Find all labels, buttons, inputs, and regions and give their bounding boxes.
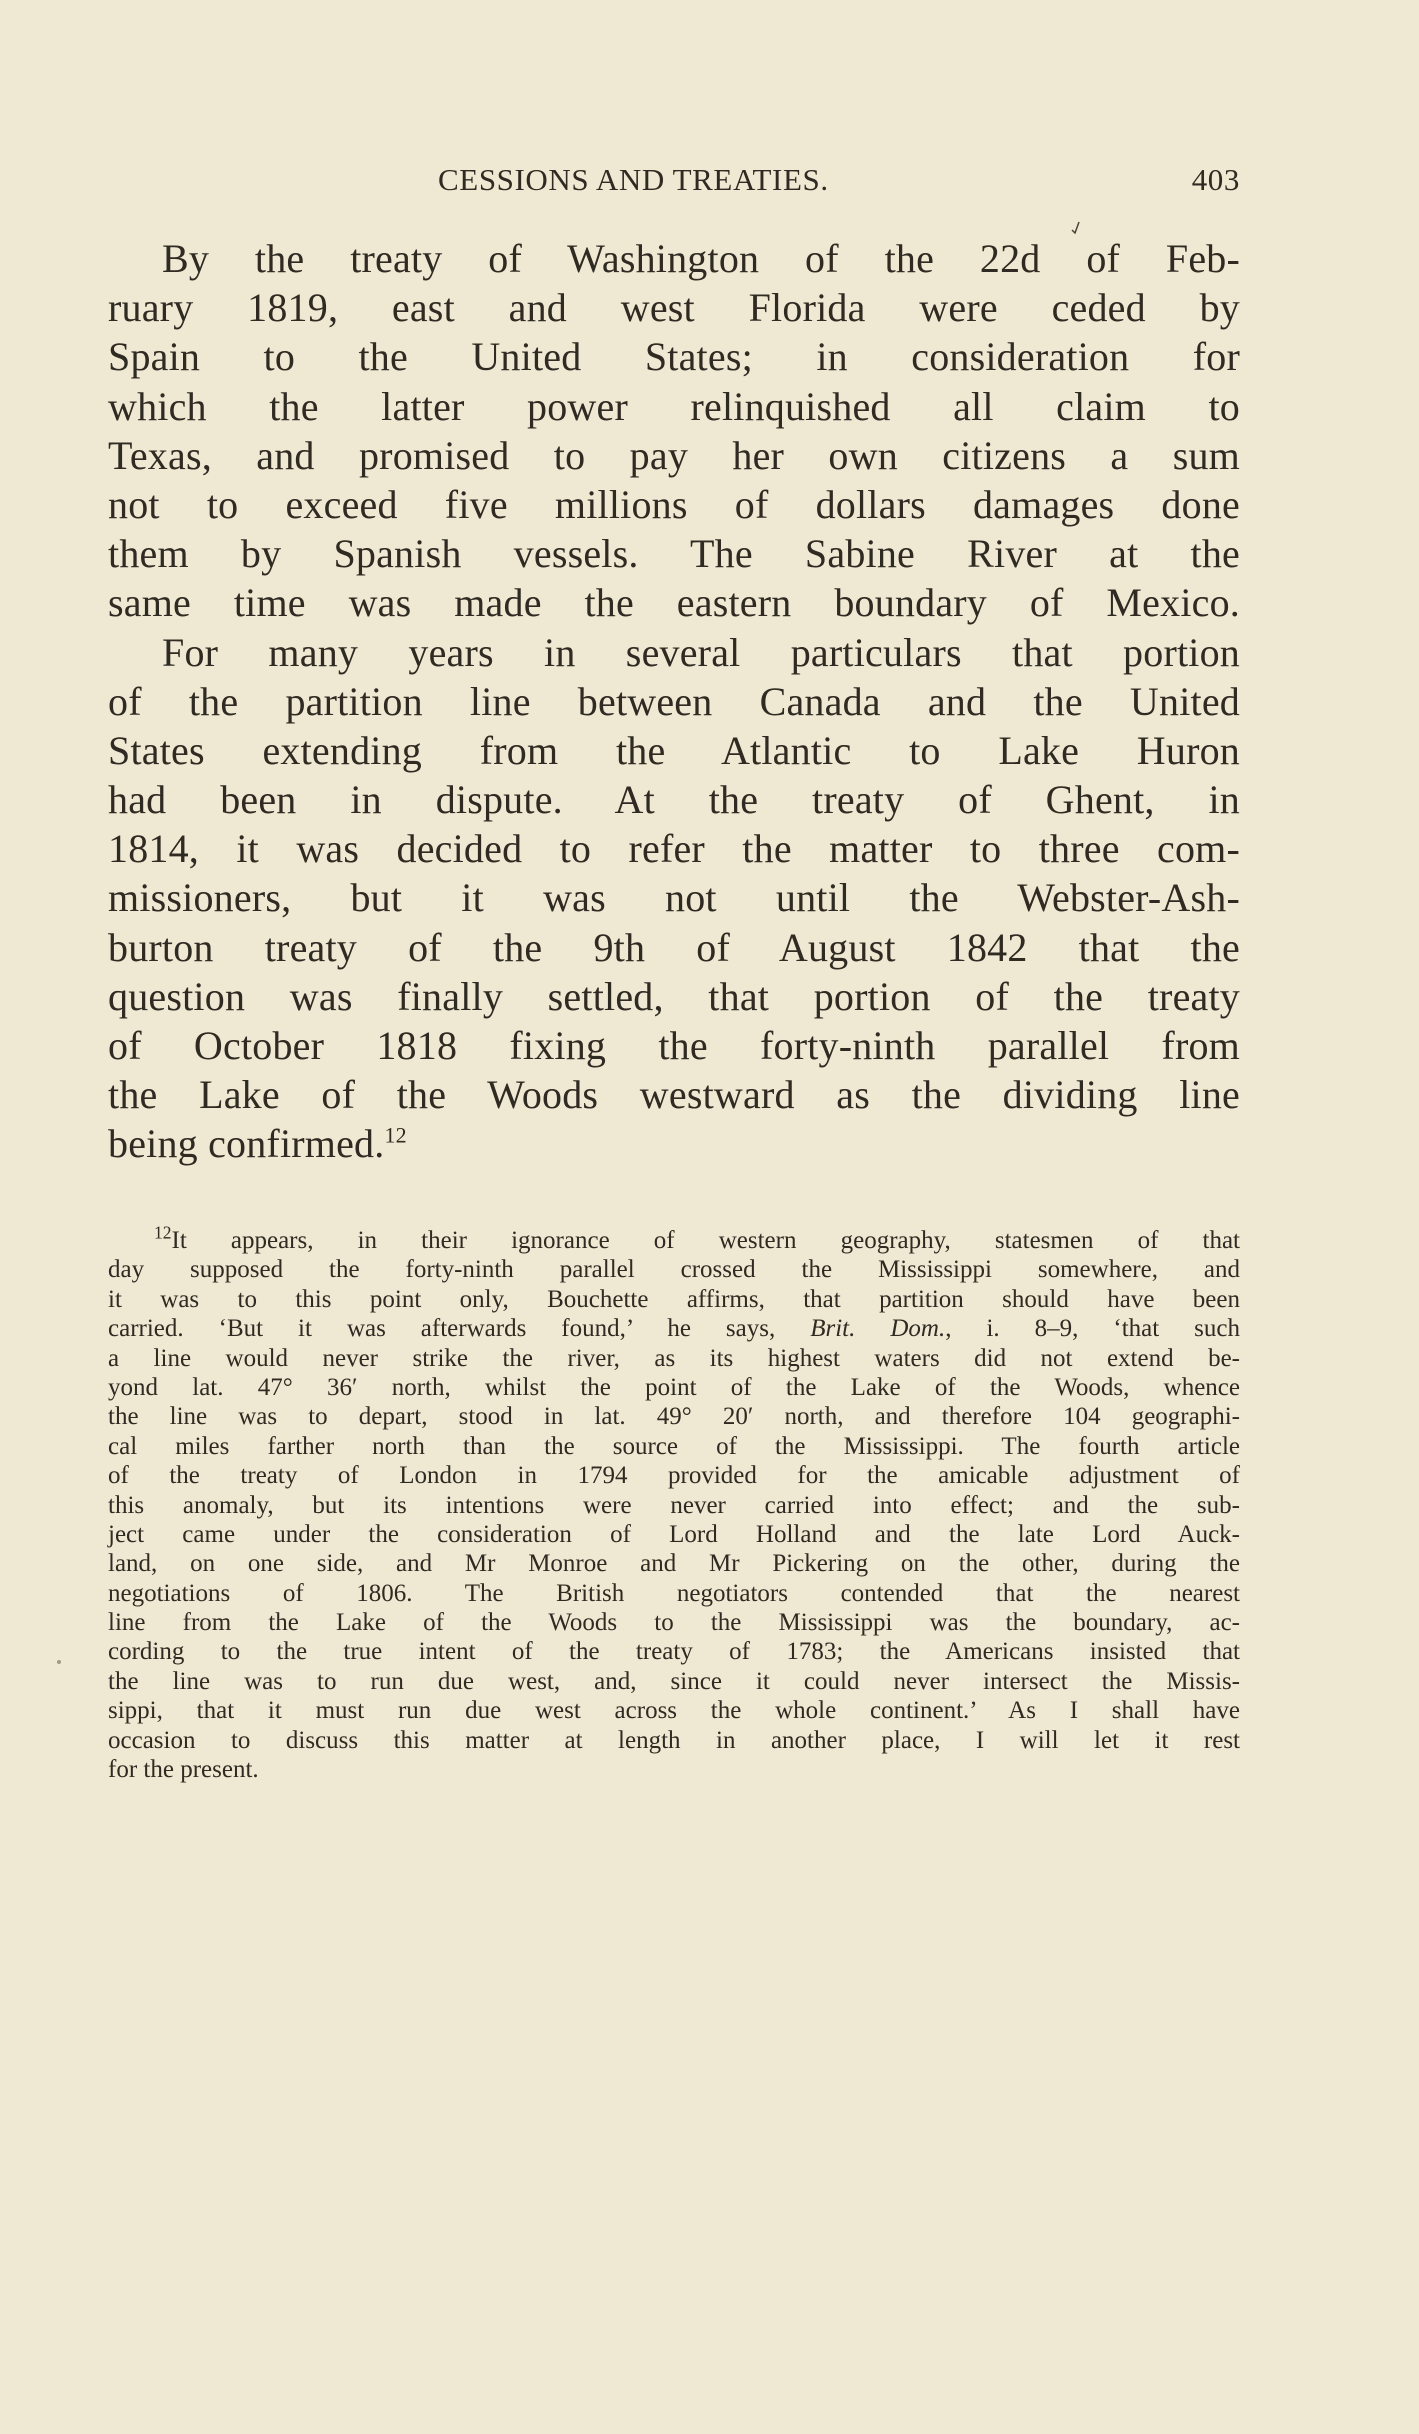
footnote-line: this anomaly, but its intentions were never carried into effect; and the sub- <box>108 1491 1240 1519</box>
footnote-line: a line would never strike the river, as its highest waters did not extend be- <box>108 1344 1240 1372</box>
text-line-content: being confirmed. <box>108 1121 385 1167</box>
footnote-text: carried. ‘But it was afterwards found,’ he says, <box>108 1315 811 1343</box>
text-line: missioners, but it was not until the Webster-Ash- <box>108 875 1240 921</box>
footnote-line: land, on one side, and Mr Monroe and Mr Pickering on the other, during the <box>108 1550 1240 1578</box>
footnote-line <box>108 1314 1240 1343</box>
footnote-marker: 12 <box>154 1222 172 1243</box>
page-number: 403 <box>1191 162 1240 197</box>
footnote-line: yond lat. 47° 36′ north, whilst the point of the Lake of the Woods, whence <box>108 1373 1240 1401</box>
text-line: had been in dispute. At the treaty of Ghent, in <box>108 777 1240 823</box>
text-line: Spain to the United States; in consideration for <box>108 334 1240 380</box>
text-line: of the partition line between Canada and the United <box>108 678 1240 724</box>
running-head <box>108 162 1240 202</box>
text-line: which the latter power relinquished all claim to <box>108 383 1240 429</box>
running-title: CESSIONS AND TREATIES. <box>438 162 829 197</box>
text-line: States extending from the Atlantic to Lake Huron <box>108 727 1240 773</box>
footnote-line: sippi, that it must run due west across the whole continent.’ As I shall have <box>108 1697 1240 1725</box>
footnote-line: for the present. <box>108 1756 259 1784</box>
text-line: ruary 1819, east and west Florida were ceded by <box>108 285 1240 331</box>
text-line: By the treaty of Washington of the 22d of Feb- <box>162 236 1240 281</box>
text-line <box>108 1119 1240 1168</box>
footnote-line <box>108 1222 1240 1255</box>
footnote-line: ject came under the consideration of Lord Holland and the late Lord Auck- <box>108 1520 1240 1548</box>
text-line: the Lake of the Woods westward as the dividing line <box>108 1072 1240 1118</box>
footnote-line: occasion to discuss this matter at length in another place, I will let it rest <box>108 1726 1240 1754</box>
footnote-line: line from the Lake of the Woods to the Mississippi was the boundary, ac- <box>108 1609 1240 1637</box>
footnote-line: negotiations of 1806. The British negotiators contended that the nearest <box>108 1579 1240 1607</box>
text-line: 1814, it was decided to refer the matter to three com- <box>108 826 1240 872</box>
stray-mark-icon <box>1070 220 1080 234</box>
paragraph-1 <box>108 234 1240 628</box>
footnote-line: of the treaty of London in 1794 provided for the amicable adjustment of <box>108 1462 1240 1490</box>
footnote <box>108 1222 1241 1784</box>
text-line: same time was made the eastern boundary of Mexico. <box>108 580 1240 626</box>
text-line: them by Spanish vessels. The Sabine River at the <box>108 531 1240 577</box>
text-line: not to exceed five millions of dollars damages done <box>108 481 1240 527</box>
footnote-line: cording to the true intent of the treaty of 1783; the Americans insisted that <box>108 1638 1240 1666</box>
footnote-reference: 12 <box>384 1123 407 1149</box>
main-text <box>108 234 1240 1169</box>
text-line: For many years in several particulars that portion <box>162 629 1240 675</box>
paragraph-2 <box>108 628 1240 1169</box>
citation-rest: , i. 8–9, ‘that such <box>945 1315 1241 1343</box>
text-line: Texas, and promised to pay her own citizens a sum <box>108 432 1240 478</box>
footnote-text: It appears, in their ignorance of western geography, statesmen of that <box>171 1227 1240 1254</box>
footnote-line: day supposed the forty-ninth parallel crossed the Mississippi somewhere, and <box>108 1256 1240 1284</box>
speck-mark <box>57 1660 61 1664</box>
text-line: of October 1818 fixing the forty-ninth parallel from <box>108 1023 1240 1068</box>
footnote-line: it was to this point only, Bouchette affirms, that partition should have been <box>108 1285 1240 1313</box>
text-line: burton treaty of the 9th of August 1842 that the <box>108 924 1240 970</box>
footnote-line: the line was to run due west, and, since it could never intersect the Missis- <box>108 1667 1240 1695</box>
footnote-line: the line was to depart, stood in lat. 49° 20′ north, and therefore 104 geographi- <box>108 1403 1240 1431</box>
citation-title: Brit. Dom. <box>810 1315 946 1343</box>
footnote-line: cal miles farther north than the source of the Mississippi. The fourth article <box>108 1432 1240 1460</box>
text-line: question was finally settled, that portion of the treaty <box>108 973 1240 1019</box>
